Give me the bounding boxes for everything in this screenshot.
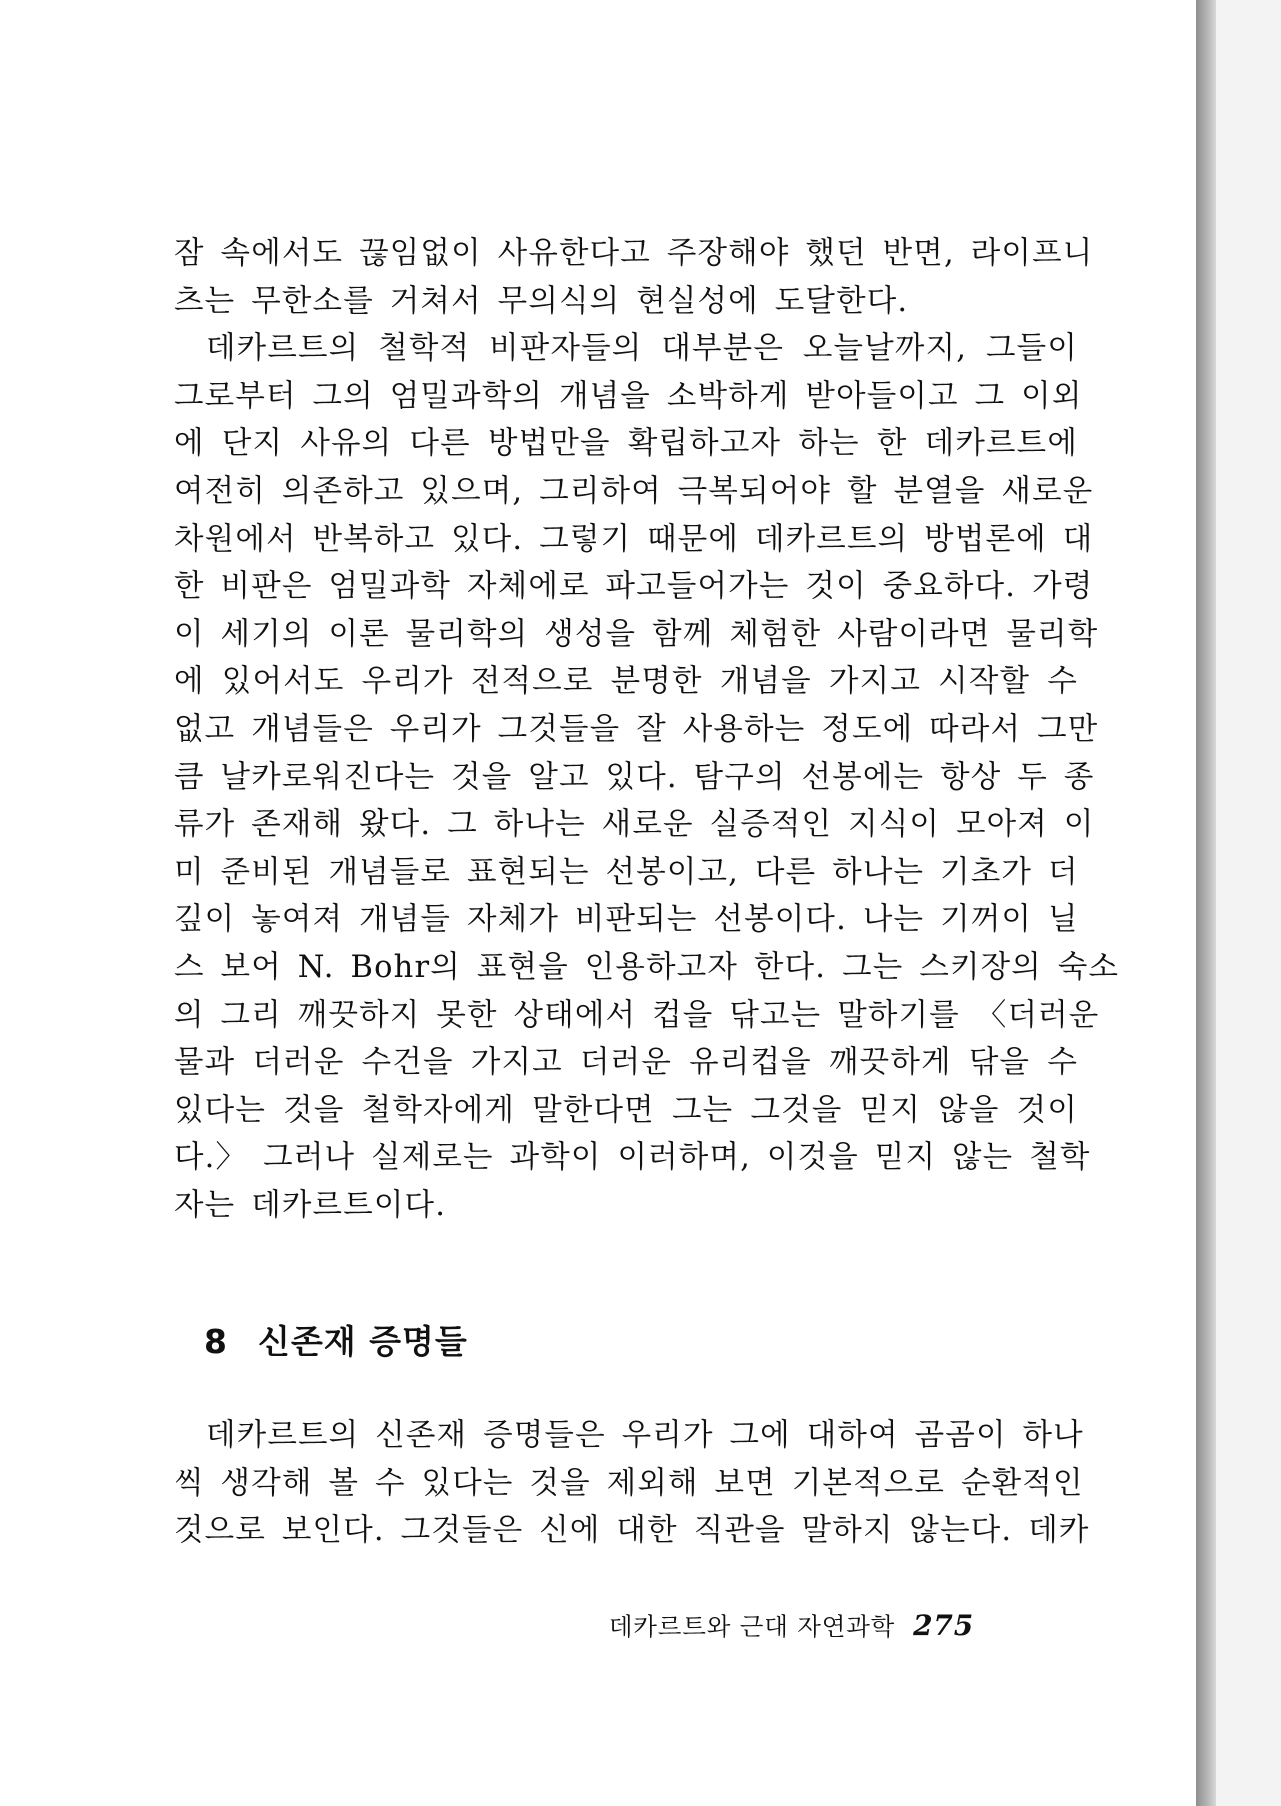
text-line: 잠 속에서도 끊임없이 사유한다고 주장해야 했던 반면, 라이프니 [174, 236, 1094, 271]
text-line: 것으로 보인다. 그것들은 신에 대한 직관을 말하지 않는다. 데카 [174, 1513, 1090, 1549]
page-footer [609, 1608, 974, 1643]
page-number: 275 [913, 1609, 974, 1642]
text-line: 큼 날카로워진다는 것을 알고 있다. 탐구의 선봉에는 항상 두 종 [174, 759, 1095, 795]
text-line: 스 보어 N. Bohr의 표현을 인용하고자 한다. 그는 스키장의 숙소 [174, 949, 1120, 985]
text-line: 없고 개념들은 우리가 그것들을 잘 사용하는 정도에 따라서 그만 [174, 711, 1099, 747]
text-line: 다.〉 그러나 실제로는 과학이 이러하며, 이것을 믿지 않는 철학 [174, 1140, 1091, 1176]
text-line: 물과 더러운 수건을 가지고 더러운 유리컵을 깨끗하게 닦을 수 [174, 1045, 1078, 1081]
body-text-block [174, 230, 1120, 1229]
body-text-block [174, 1412, 1090, 1555]
text-line: 미 준비된 개념들로 표현되는 선봉이고, 다른 하나는 기초가 더 [174, 854, 1079, 890]
text-line: 츠는 무한소를 거쳐서 무의식의 현실성에 도달한다. [174, 283, 909, 319]
text-line: 의 그리 깨끗하지 못한 상태에서 컵을 닦고는 말하기를 〈더러운 [174, 997, 1100, 1033]
text-line: 이 세기의 이론 물리학의 생성을 함께 체험한 사람이라면 물리학 [174, 616, 1099, 652]
text-line: 데카르트의 신존재 증명들은 우리가 그에 대하여 곰곰이 하나 [206, 1418, 1084, 1453]
text-line: 한 비판은 엄밀과학 자체에로 파고들어가는 것이 중요하다. 가령 [174, 569, 1094, 605]
running-title: 데카르트와 근대 자연과학 [608, 1612, 896, 1641]
text-line: 차원에서 반복하고 있다. 그렇기 때문에 데카르트의 방법론에 대 [174, 521, 1094, 557]
text-line: 깊이 놓여져 개념들 자체가 비판되는 선봉이다. 나는 기꺼이 닐 [174, 902, 1079, 938]
text-line: 자는 데카르트이다. [174, 1187, 447, 1223]
section-number: 8 [204, 1322, 228, 1361]
section-title: 신존재 증명들 [257, 1322, 468, 1361]
page-edge-shadow [1196, 0, 1216, 1806]
text-line: 데카르트의 철학적 비판자들의 대부분은 오늘날까지, 그들이 [206, 331, 1078, 367]
text-line: 여전히 의존하고 있으며, 그리하여 극복되어야 할 분열을 새로운 [174, 473, 1094, 509]
text-line: 류가 존재해 왔다. 그 하나는 새로운 실증적인 지식이 모아져 이 [174, 807, 1095, 843]
section-heading [204, 1316, 468, 1363]
text-line: 있다는 것을 철학자에게 말한다면 그는 그것을 믿지 않을 것이 [174, 1092, 1078, 1128]
text-line: 에 있어서도 우리가 전적으로 분명한 개념을 가지고 시작할 수 [174, 664, 1078, 700]
text-line: 그로부터 그의 엄밀과학의 개념을 소박하게 받아들이고 그 이외 [174, 378, 1083, 414]
text-line: 에 단지 사유의 다른 방법만을 확립하고자 하는 한 데카르트에 [174, 426, 1078, 462]
text-line: 씩 생각해 볼 수 있다는 것을 제외해 보면 기본적으로 순환적인 [174, 1465, 1084, 1501]
page-margin-background [1216, 0, 1281, 1806]
